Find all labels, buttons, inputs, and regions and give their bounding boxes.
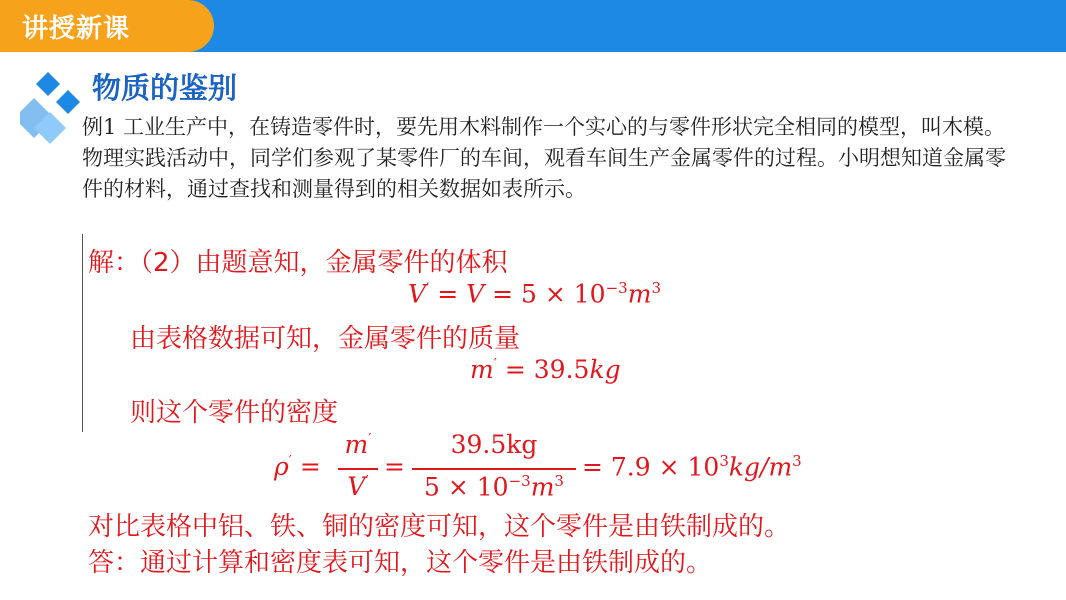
equation-density-eq2: =	[384, 452, 405, 481]
answer-line: 答：通过计算和密度表可知，这个零件是由铁制成的。	[88, 548, 713, 578]
question-text: 例1 工业生产中，在铸造零件时，要先用木料制作一个实心的与零件形状完全相同的模型，叫木模。物理实践活动中，同学们参观了某零件厂的车间，观看车间生产金属零件的过程。小明想知道金属零件的材料，通过查找和测量得到的相关数据如表所示。	[82, 115, 1006, 201]
equation-density-result: = $7.9 \times 10^3kg/m^3$	[582, 452, 802, 482]
solution-line-3: 则这个零件的密度	[130, 398, 339, 428]
equation-mass: m′ = 39.5kg	[470, 355, 621, 384]
section-title: 物质的鉴别	[92, 71, 238, 105]
section-tab-label: 讲授新课	[22, 14, 131, 44]
fraction-m-over-v: m′ V′	[338, 430, 378, 506]
equation-volume: $V' = V = 5 \times 10^{-3}m^3$	[408, 279, 661, 309]
solution-line-2: 由表格数据可知，金属零件的质量	[130, 324, 521, 354]
equation-density-rho: ρ′ =	[274, 452, 321, 481]
solution-line-1: 解：（2）由题意知，金属零件的体积	[88, 248, 508, 278]
solution-line-4: 对比表格中铝、铁、铜的密度可知，这个零件是由铁制成的。	[88, 512, 791, 542]
answer-divider	[82, 234, 83, 432]
answer-box	[82, 234, 1026, 584]
section-tab	[0, 0, 214, 52]
fraction-values: 39.5kg $5 \times 10^{-3}m^3$	[412, 430, 576, 506]
